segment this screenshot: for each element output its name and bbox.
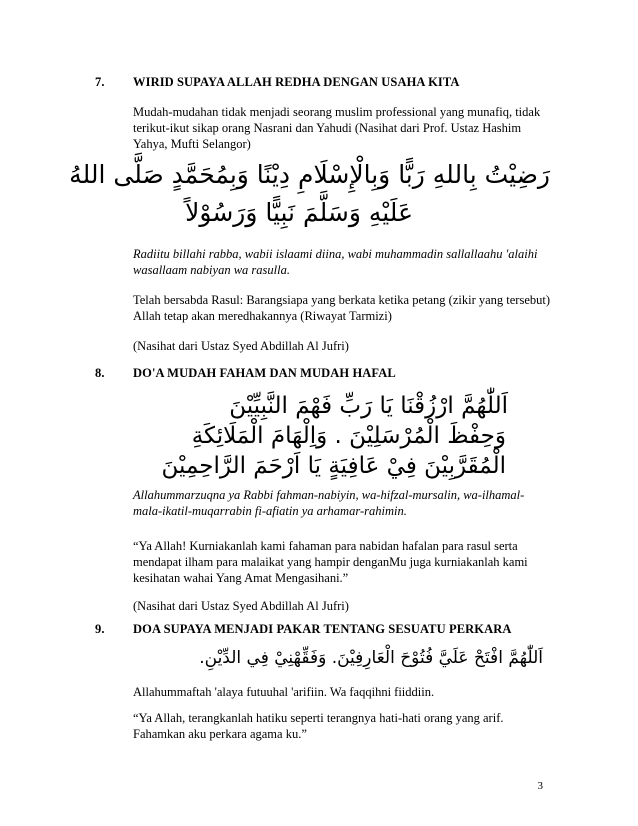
section-7-hadith: Telah bersabda Rasul: Barangsiapa yang berkata ketika petang (zikir yang tersebut) Allah tetap akan meredhakannya (Riwayat Tarmizi) bbox=[133, 293, 551, 323]
section-7-number: 7. bbox=[95, 75, 105, 89]
page-number: 3 bbox=[537, 780, 543, 792]
section-8-arabic-line-3: الْمُقَرَّبِيْنَ فِيْ عَافِيَةٍ يَا اَرْحَمَ الرَّاحِمِيْنَ bbox=[161, 453, 506, 479]
section-7-transliteration: Radiitu billahi rabba, wabii islaami diina, wabi muhammadin sallallaahu 'alaihi wasallaam nabiyan wa rasulla. bbox=[133, 247, 538, 277]
section-8-arabic-line-2: وَحِفْظَ الْمُرْسَلِيْنَ . وَاِلْهَامَ الْمَلَائِكَةِ bbox=[191, 423, 506, 449]
section-9-translation: “Ya Allah, terangkanlah hatiku seperti terangnya hati-hati orang yang arif. Fahamkan aku perkara agama ku.” bbox=[133, 711, 504, 741]
section-7-title: WIRID SUPAYA ALLAH REDHA DENGAN USAHA KITA bbox=[133, 75, 460, 89]
section-9-number: 9. bbox=[95, 622, 105, 636]
section-8-number: 8. bbox=[95, 366, 105, 380]
section-8-transliteration: Allahummarzuqna ya Rabbi fahman-nabiyin, wa-hifzal-mursalin, wa-ilhamal-mala-ikatil-muqarrabin fi-afiatin ya arhamar-rahimin. bbox=[133, 488, 525, 518]
section-8-title: DO'A MUDAH FAHAM DAN MUDAH HAFAL bbox=[133, 366, 396, 380]
section-7-arabic-line-2: عَلَيْهِ وَسَلَّمَ نَبِيًّا وَرَسُوْلاً bbox=[185, 198, 413, 227]
section-8-arabic-line-1: اَللّٰهُمَّ ارْزُقْنَا يَا رَبِّ فَهْمَ النَّبِيِّيْنَ bbox=[229, 393, 508, 419]
section-9-transliteration: Allahummaftah 'alaya futuuhal 'arifiin. Wa faqqihni fiiddiin. bbox=[133, 685, 435, 699]
section-7-source: (Nasihat dari Ustaz Syed Abdillah Al Jufri) bbox=[133, 339, 349, 353]
section-8-translation: “Ya Allah! Kurniakanlah kami fahaman para nabidan hafalan para rasul serta mendapat ilham para malaikat yang hampir denganMu juga kurniakanlah kami kesihatan wahai Yang Amat Mengasihani.” bbox=[133, 539, 528, 585]
section-9-title: DOA SUPAYA MENJADI PAKAR TENTANG SESUATU PERKARA bbox=[133, 622, 512, 636]
section-9-arabic-line-1: اَللّٰهُمَّ افْتَحْ عَلَيَّ فُتُوْحَ الْعَارِفِيْنَ. وَفَقِّهْنِيْ فِي الدِّيْنِ. bbox=[199, 648, 543, 668]
section-8-source: (Nasihat dari Ustaz Syed Abdillah Al Jufri) bbox=[133, 599, 349, 613]
section-7-arabic-line-1: رَضِيْتُ بِاللهِ رَبًّا وَبِالْإِسْلَامِ دِيْنًا وَبِمُحَمَّدٍ صَلَّى اللهُ bbox=[69, 160, 550, 189]
section-7-intro: Mudah-mudahan tidak menjadi seorang muslim professional yang munafiq, tidak terikut-ikut sikap orang Nasrani dan Yahudi (Nasihat dari Prof. Ustaz Hashim Yahya, Mufti Selangor) bbox=[133, 105, 541, 151]
